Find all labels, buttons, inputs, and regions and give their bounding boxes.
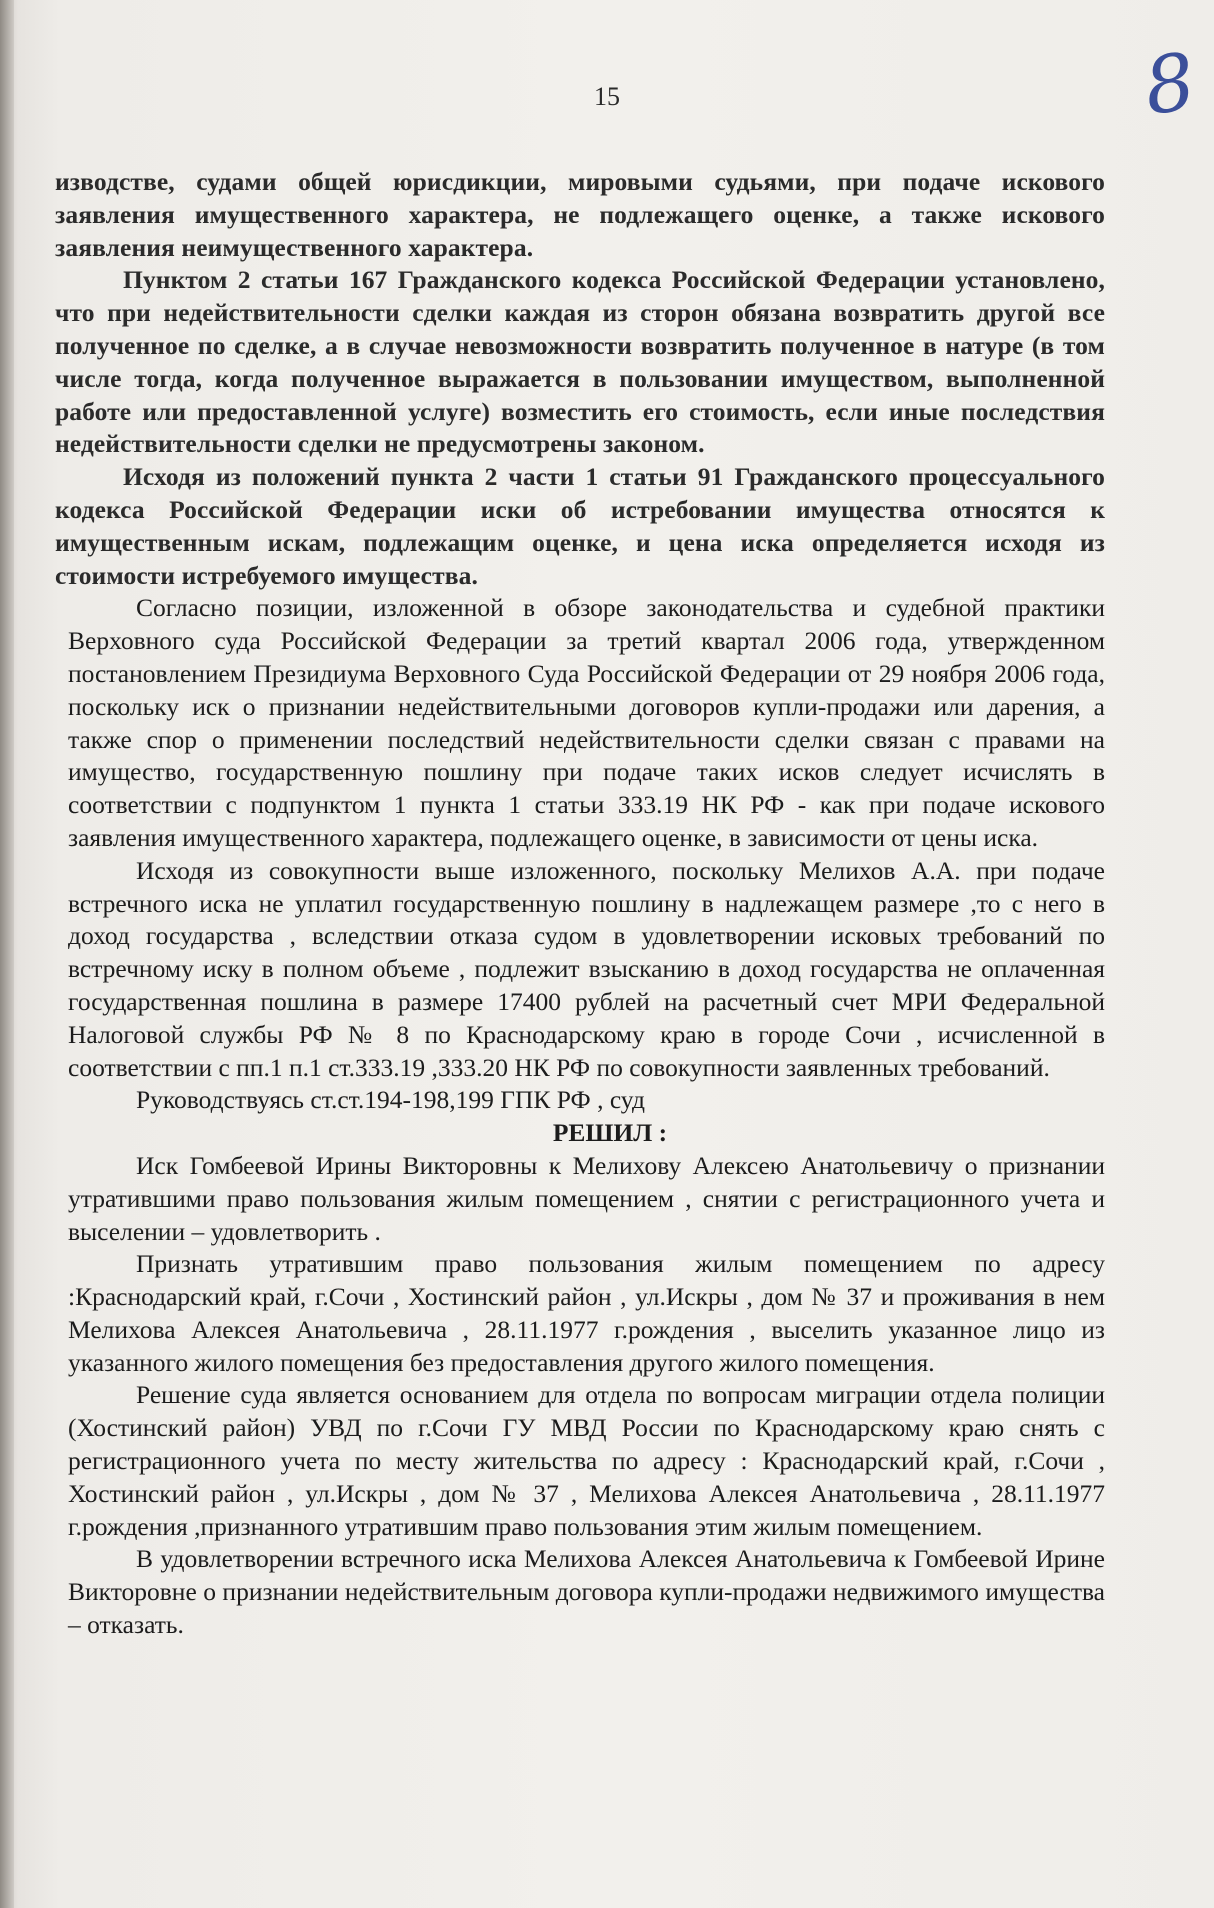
decision-deregistration: Решение суда является основанием для отдела по вопросам миграции отдела полиции (Хостинский район) УВД по г.Сочи ГУ МВД России по Краснодарскому краю снять с регистрационного учета по месту жительства по адресу : Краснодарский край, г.Сочи , Хостинский район , ул.Искры , дом № 37 , Мелихова Алексея Анатольевича , 28.11.1977 г.рождения ,признанного утратившим право пользования этим жилым помещением. (68, 1380, 1105, 1541)
paragraph-article-91: Исходя из положений пункта 2 части 1 статьи 91 Гражданского процессуального кодекса Российской Федерации иски об истребовании имущества относятся к имущественным искам, подлежащим оценке, и цена иска определяется исходя из стоимости истребуемого имущества. (55, 462, 1105, 590)
document-body (55, 166, 1105, 1642)
paragraph-guided-by: Руководствуясь ст.ст.194-198,199 ГПК РФ , суд (136, 1085, 645, 1115)
page-edge-shadow (0, 0, 14, 1908)
paragraph-supreme-court-review: Согласно позиции, изложенной в обзоре законодательства и судебной практики Верховного суда Российской Федерации за третий квартал 2006 года, утвержденном постановлением Президиума Верховного Суда Российской Федерации от 29 ноября 2006 года, поскольку иск о признании недействительными договоров купли-продажи или дарения, а также спор о применении последствий недействительности сделки связан с правами на имущество, государственную пошлину при подаче таких исков следует исчислять в соответствии с подпунктом 1 пункта 1 статьи 333.19 НК РФ - как при подаче искового заявления имущественного характера, подлежащего оценке, в зависимости от цены иска. (68, 593, 1105, 852)
handwritten-page-mark: 8 (1138, 36, 1201, 134)
decision-claim-granted: Иск Гомбеевой Ирины Викторовны к Мелихову Алексею Анатольевичу о признании утратившими право пользования жилым помещением , снятии с регистрационного учета и выселении – удовлетворить . (68, 1150, 1105, 1246)
paragraph-state-duty: Исходя из совокупности выше изложенного, поскольку Мелихов А.А. при подаче встречного иска не уплатил государственную пошлину в надлежащем размере ,то с него в доход государства , вследствии отказа судом в удовлетворении исковых требований по встречному иску в полном объеме , подлежит взысканию в доход государства не оплаченная государственная пошлина в размере 17400 рублей на расчетный счет МРИ Федеральной Налоговой службы РФ № 8 по Краснодарскому краю в городе Сочи , исчисленной в соответствии с пп.1 п.1 ст.333.19 ,333.20 НК РФ по совокупности заявленных требований. (68, 855, 1105, 1082)
decision-counterclaim-denied: В удовлетворении встречного иска Мелихова Алексея Анатольевича к Гомбеевой Ирине Викторовне о признании недействительным договора купли-продажи недвижимого имущества – отказать. (68, 1544, 1105, 1640)
paragraph-article-167: Пунктом 2 статьи 167 Гражданского кодекса Российской Федерации установлено, что при недействительности сделки каждая из сторон обязана возвратить другой все полученное по сделке, а в случае невозможности возвратить полученное в натуре (в том числе тогда, когда полученное выражается в пользовании имуществом, выполненной работе или предоставленной услуге) возместить его стоимость, если иные последствия недействительности сделки не предусмотрены законом. (55, 265, 1105, 459)
page-number: 15 (594, 82, 620, 111)
decision-heading: РЕШИЛ : (552, 1118, 668, 1148)
paragraph-continuation: изводстве, судами общей юрисдикции, мировыми судьями, при подаче искового заявления имущественного характера, не подлежащего оценке, а также искового заявления неимущественного характера. (55, 167, 1105, 262)
decision-recognize-lost-right: Признать утратившим право пользования жилым помещением по адресу :Краснодарский край, г.Сочи , Хостинский район , ул.Искры , дом № 37 и проживания в нем Мелихова Алексея Анатольевича , 28.11.1977 г.рождения , выселить указанное лицо из указанного жилого помещения без предоставления другого жилого помещения. (68, 1249, 1105, 1377)
